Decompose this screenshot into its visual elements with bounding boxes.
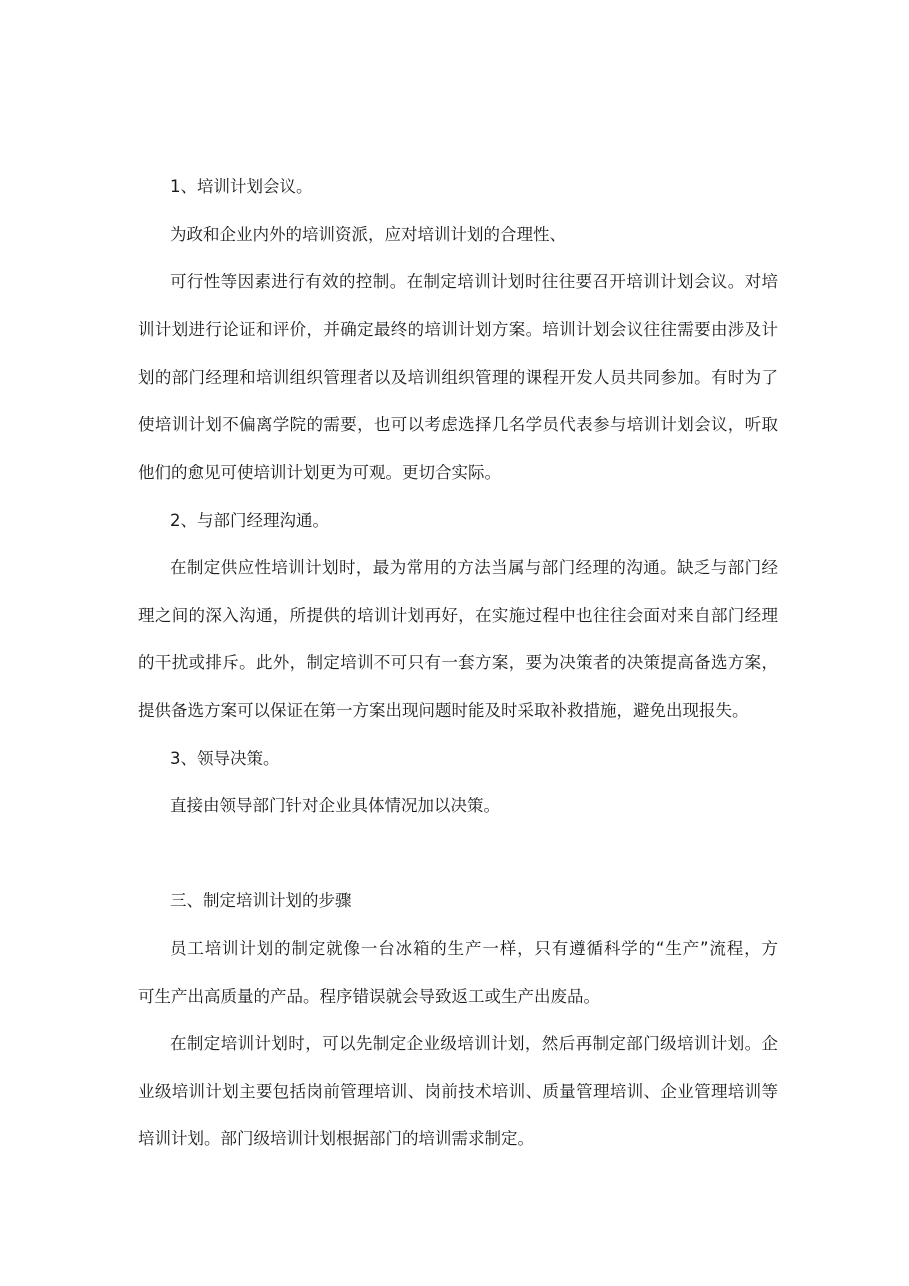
paragraph-line: 理之间的深入沟通，所提供的培训计划再好，在实施过程中也往往会面对来自部门经理 [138, 606, 778, 625]
paragraph-line: 训计划进行论证和评价，并确定最终的培训计划方案。培训计划会议往往需要由涉及计 [138, 320, 778, 339]
heading-training-meeting: 1、培训计划会议。 [170, 177, 313, 196]
section-heading-steps: 三、制定培训计划的步骤 [170, 891, 352, 910]
paragraph-line: 在制定培训计划时，可以先制定企业级培训计划，然后再制定部门级培训计划。企 [170, 1034, 778, 1053]
paragraph-line: 业级培训计划主要包括岗前管理培训、岗前技术培训、质量管理培训、企业管理培训等 [138, 1082, 778, 1101]
heading-leadership-decision: 3、领导决策。 [170, 749, 280, 768]
paragraph-line: 使培训计划不偏离学院的需要，也可以考虑选择几名学员代表参与培训计划会议，听取 [138, 415, 778, 434]
paragraph-line: 为政和企业内外的培训资派，应对培训计划的合理性、 [170, 225, 566, 244]
paragraph-line: 员工培训计划的制定就像一台冰箱的生产一样，只有遵循科学的“生产”流程，方 [170, 939, 778, 958]
paragraph-line: 在制定供应性培训计划时，最为常用的方法当属与部门经理的沟通。缺乏与部门经 [170, 558, 778, 577]
paragraph-line: 提供备选方案可以保证在第一方案出现问题时能及时采取补救措施，避免出现报失。 [138, 701, 749, 720]
paragraph-line: 可行性等因素进行有效的控制。在制定培训计划时往往要召开培训计划会议。对培 [170, 272, 778, 291]
paragraph-line: 培训计划。部门级培训计划根据部门的培训需求制定。 [138, 1129, 534, 1148]
paragraph-line: 可生产出高质量的产品。程序错误就会导致返工或生产出废品。 [138, 987, 600, 1006]
paragraph-line: 划的部门经理和培训组织管理者以及培训组织管理的课程开发人员共同参加。有时为了 [138, 368, 778, 387]
heading-communication: 2、与部门经理沟通。 [170, 511, 329, 530]
paragraph-line: 他们的愈见可使培训计划更为可观。更切合实际。 [138, 463, 501, 482]
paragraph-line: 的干扰或排斥。此外，制定培训不可只有一套方案，要为决策者的决策提高备选方案， [138, 653, 778, 672]
paragraph-line: 直接由领导部门针对企业具体情况加以决策。 [170, 796, 500, 815]
